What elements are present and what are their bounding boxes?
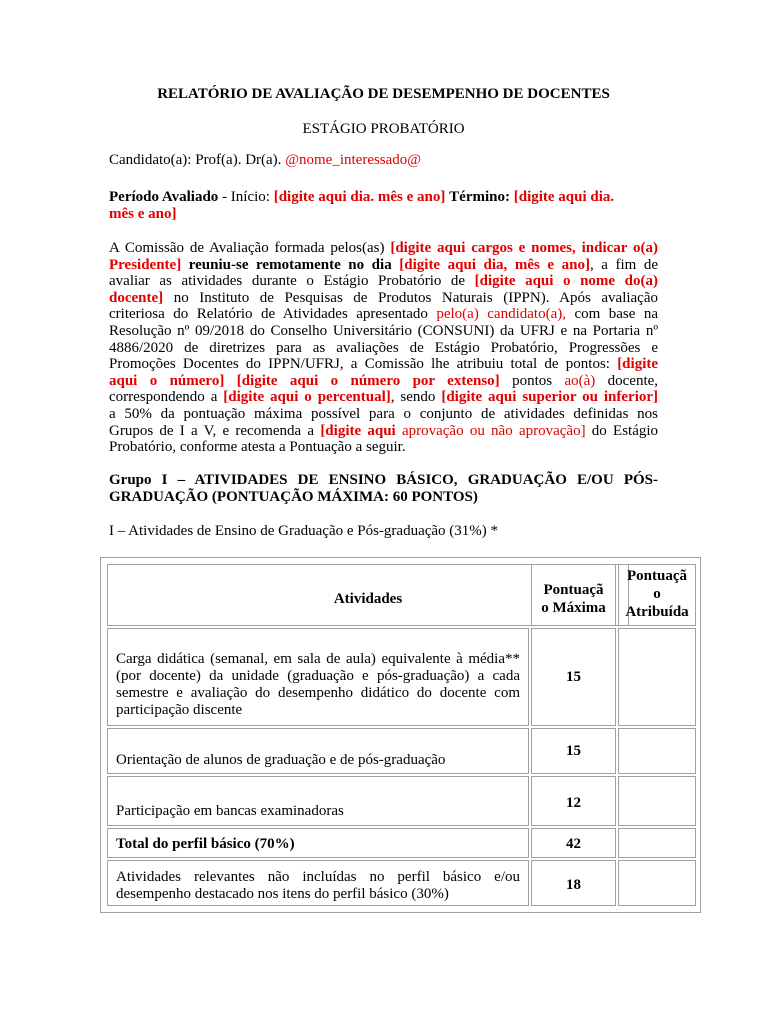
- commission-placeholder-date[interactable]: [digite aqui dia, mês e ano]: [399, 257, 590, 273]
- commission-line: Probatório, conforme atesta a Pontuação a seguir.: [109, 439, 406, 455]
- commission-text: A Comissão de Avaliação formada pelos(as): [109, 240, 385, 256]
- table-row-max-score: [531, 776, 616, 826]
- commission-placeholder-points[interactable]: [digite: [617, 356, 659, 372]
- commission-placeholder-candidate[interactable]: pelo(a) candidato(a),: [436, 306, 566, 322]
- table-row-max-score: [531, 728, 616, 774]
- commission-text: pontos: [512, 373, 553, 389]
- period-end-value-cont[interactable]: mês e ano]: [109, 206, 177, 222]
- group-heading-line: Grupo I – ATIVIDADES DE ENSINO BÁSICO, GRADUAÇÃO E/OU PÓS-: [109, 472, 658, 488]
- commission-text: , sendo: [390, 389, 436, 405]
- commission-text: no Instituto de Pesquisas de Produtos Naturais (IPPN). Após avaliação: [173, 290, 658, 306]
- activity-text: participação discente: [116, 702, 243, 718]
- activity-text: (por docente) da unidade (graduação e pós-graduação) a cada: [116, 668, 520, 684]
- table-row-activity: [107, 628, 529, 726]
- group-heading: [109, 472, 658, 506]
- score-table: [100, 557, 701, 913]
- total-label: Total do perfil básico (70%): [116, 836, 295, 852]
- commission-placeholder-points-text[interactable]: [digite aqui o número por extenso]: [236, 373, 500, 389]
- commission-placeholder-percent[interactable]: [digite aqui o percentual]: [223, 389, 391, 405]
- candidate-line: [109, 152, 658, 169]
- period-line-2: [109, 206, 658, 223]
- commission-line: a 50% da pontuação máxima possível para o conjunto de atividades definidas nos: [109, 406, 658, 422]
- table-row-max-score: [531, 628, 616, 726]
- header-given-label: Atribuída: [625, 604, 689, 620]
- header-max-label: o Máxima: [541, 600, 606, 616]
- header-max-label: Pontuaçã: [543, 582, 604, 598]
- commission-text: , a fim de: [589, 257, 659, 273]
- table-row-given-score[interactable]: [618, 728, 696, 774]
- table-row-total: [107, 828, 529, 858]
- activity-text: Participação em bancas examinadoras: [116, 803, 344, 819]
- table-row-given-score[interactable]: [618, 628, 696, 726]
- max-score-value: 15: [566, 669, 581, 685]
- commission-line: [109, 240, 658, 257]
- header-activities-label: Atividades: [333, 591, 403, 607]
- table-row-given-score[interactable]: [618, 860, 696, 906]
- activity-text: Orientação de alunos de graduação e de pós-graduação: [116, 752, 446, 768]
- activity-text: Carga didática (semanal, em sala de aula) equivalente à média**: [116, 651, 520, 667]
- commission-text: avaliar as atividades durante o Estágio Probatório de: [109, 273, 466, 289]
- commission-text: com base na: [574, 306, 659, 322]
- period-end-value[interactable]: [digite aqui dia.: [513, 189, 615, 205]
- table-row-activity: [107, 776, 529, 826]
- subgroup-heading: I – Atividades de Ensino de Graduação e Pós-graduação (31%) *: [109, 523, 499, 539]
- document-subtitle: ESTÁGIO PROBATÓRIO: [302, 121, 465, 137]
- max-score-value: 42: [566, 836, 581, 852]
- commission-line: [109, 373, 658, 390]
- commission-text: Grupos de I a V, e recomenda a: [109, 423, 315, 439]
- commission-line: [109, 290, 658, 307]
- commission-line: [109, 273, 658, 290]
- commission-placeholder-recommendation[interactable]: [digite aqui: [320, 423, 396, 439]
- commission-line: [109, 389, 658, 406]
- header-given-score: [618, 564, 696, 626]
- commission-line: [109, 423, 658, 440]
- commission-text: docente,: [607, 373, 659, 389]
- commission-text: reuniu-se remotamente no dia: [188, 257, 392, 273]
- table-row-max-score: [531, 828, 616, 858]
- max-score-value: 12: [566, 795, 581, 811]
- commission-placeholder-points[interactable]: aqui o número]: [109, 373, 225, 389]
- candidate-placeholder[interactable]: @nome_interessado@: [285, 152, 422, 168]
- commission-text: do Estágio: [591, 423, 659, 439]
- table-row-max-score: [531, 860, 616, 906]
- table-row-given-score[interactable]: [618, 776, 696, 826]
- candidate-label: Candidato(a): Prof(a). Dr(a).: [109, 152, 282, 168]
- commission-placeholder-members[interactable]: Presidente]: [109, 257, 182, 273]
- commission-line: [109, 306, 658, 323]
- header-max-score: [531, 564, 616, 626]
- period-start-value[interactable]: [digite aqui dia. mês e ano]: [273, 189, 446, 205]
- period-start-label: - Início:: [222, 189, 270, 205]
- table-row-activity: [107, 860, 529, 906]
- max-score-value: 18: [566, 877, 581, 893]
- commission-placeholder-members[interactable]: [digite aqui cargos e nomes, indicar o(a): [390, 240, 658, 256]
- max-score-value: 15: [566, 743, 581, 759]
- period-label: Período Avaliado: [109, 189, 219, 205]
- table-row-given-score[interactable]: [618, 828, 696, 858]
- commission-line: [109, 356, 658, 373]
- commission-placeholder-gender[interactable]: ao(à): [564, 373, 596, 389]
- activity-text: desempenho destacado nos itens do perfil básico (30%): [116, 886, 449, 902]
- commission-text: criteriosa do Relatório de Atividades apresentado: [109, 306, 428, 322]
- commission-line: 4886/2020 de diretrizes para as avaliações de Estágio Probatório, Progressões e: [109, 340, 658, 356]
- commission-text: Promoções Docentes do IPPN/UFRJ, a Comissão lhe atribuiu total de pontos:: [109, 356, 610, 372]
- commission-placeholder-recommendation[interactable]: aprovação ou não aprovação]: [401, 423, 586, 439]
- table-row-activity: [107, 728, 529, 774]
- header-given-label: Pontuaçã: [627, 568, 687, 584]
- period-end-label: Término:: [449, 189, 510, 205]
- commission-placeholder-comparison[interactable]: [digite aqui superior ou inferior]: [441, 389, 659, 405]
- commission-line: [109, 257, 658, 274]
- document-title: RELATÓRIO DE AVALIAÇÃO DE DESEMPENHO DE DOCENTES: [157, 86, 610, 102]
- period-line: [109, 189, 658, 206]
- commission-text: correspondendo a: [109, 389, 218, 405]
- activity-text: semestre e avaliação do desempenho didático do docente com: [116, 685, 520, 701]
- commission-placeholder-name[interactable]: docente]: [109, 290, 164, 306]
- group-heading-line: GRADUAÇÃO (PONTUAÇÃO MÁXIMA: 60 PONTOS): [109, 489, 478, 505]
- activity-text: Atividades relevantes não incluídas no perfil básico e/ou: [116, 869, 520, 885]
- commission-placeholder-name[interactable]: [digite aqui o nome do(a): [474, 273, 658, 289]
- header-given-label: o: [653, 586, 661, 602]
- commission-line: Resolução nº 09/2018 do Conselho Universitário (CONSUNI) da UFRJ e na Portaria nº: [109, 323, 658, 339]
